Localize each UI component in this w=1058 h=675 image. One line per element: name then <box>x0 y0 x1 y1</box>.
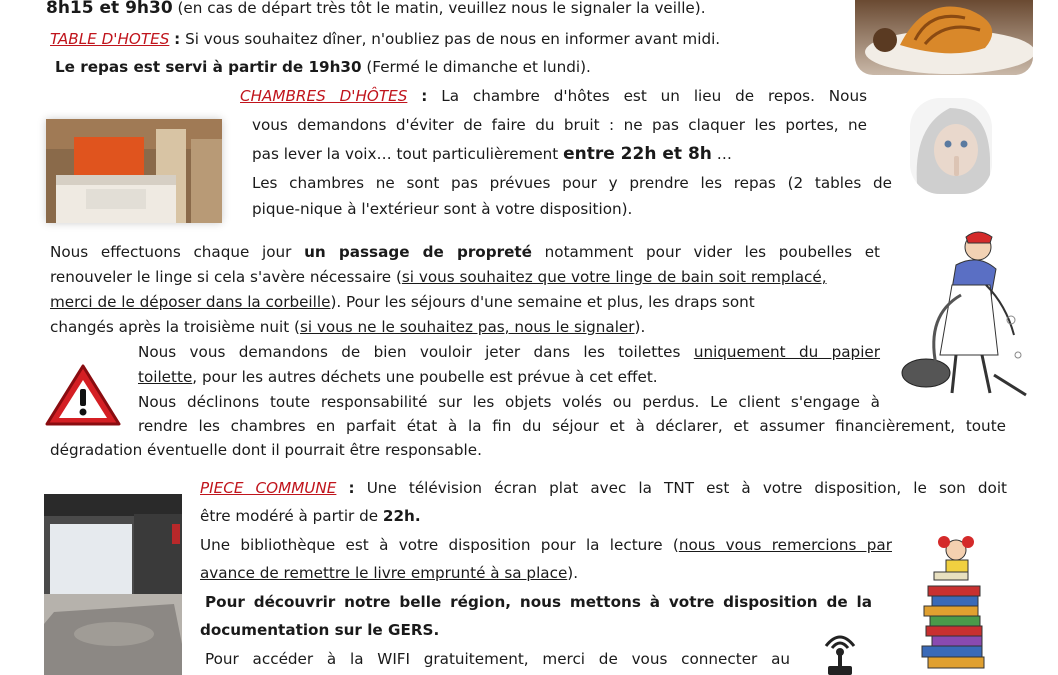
proprete-underline-3: merci de le déposer dans la corbeille <box>50 293 331 311</box>
croissant-photo <box>855 0 1033 75</box>
piece-line-5 <box>205 592 872 612</box>
responsabilite-line-3: dégradation éventuelle dont il pourrait être responsable. <box>50 441 482 459</box>
table-hotes-text: Si vous souhaitez dîner, n'oubliez pas de nous en informer avant midi. <box>185 30 721 48</box>
table-hotes-line <box>50 29 720 49</box>
proprete-text-3b: ). Pour les séjours d'une semaine et plus, les draps sont <box>330 293 755 311</box>
proprete-line-4 <box>50 317 645 337</box>
meal-note: (Fermé le dimanche et lundi). <box>366 58 591 76</box>
chambres-colon: : <box>421 87 428 105</box>
proprete-line-2 <box>50 267 827 287</box>
chambres-text-3a: pas lever la voix… tout particulièrement <box>252 145 559 163</box>
proprete-text-4c: ). <box>634 318 646 336</box>
bedroom-photo <box>46 119 222 223</box>
proprete-text-4a: changés après la troisième nuit ( <box>50 318 300 336</box>
chambres-title: CHAMBRES D'HÔTES <box>240 87 408 105</box>
hush-child-photo <box>910 98 992 194</box>
piece-bold-5: Pour découvrir notre belle région, nous mettons à votre disposition de la <box>205 593 872 611</box>
girl-reading-books-illustration <box>908 528 998 675</box>
warning-icon <box>44 362 122 428</box>
proprete-line-1 <box>50 242 880 262</box>
toilettes-text-2b: , pour les autres déchets une poubelle est prévue à cet effet. <box>192 368 658 386</box>
proprete-bold: un passage de propreté <box>304 243 532 261</box>
toilettes-underline-2: toilette <box>138 368 193 386</box>
toilettes-line-2 <box>138 367 658 387</box>
chambres-line-2: vous demandons d'éviter de faire du bruit : ne pas claquer les portes, ne <box>252 116 867 134</box>
piece-text-3a: Une bibliothèque est à votre disposition pour la lecture ( <box>200 536 679 554</box>
piece-text-1: Une télévision écran plat avec la TNT est à votre disposition, le son doit <box>366 479 1007 497</box>
piece-underline-4: avance de remettre le livre emprunté à sa place <box>200 564 568 582</box>
chambres-line-3 <box>252 144 732 164</box>
toilettes-underline-1: uniquement du papier <box>693 343 881 361</box>
piece-line-4 <box>200 563 578 583</box>
chambres-line-1 <box>240 86 867 106</box>
chambres-text-3c: … <box>716 145 732 163</box>
breakfast-times: 8h15 et 9h30 <box>46 0 173 18</box>
breakfast-line <box>46 0 706 18</box>
wifi-antenna-icon <box>818 630 862 675</box>
breakfast-note: (en cas de départ très tôt le matin, veuillez nous le signaler la veille). <box>177 0 706 17</box>
meal-line <box>55 57 591 77</box>
proprete-line-3 <box>50 292 755 312</box>
proprete-underline-4: si vous ne le souhaitez pas, nous le signaler <box>299 318 635 336</box>
piece-title: PIECE COMMUNE <box>200 479 337 497</box>
responsabilite-line-1: Nous déclinons toute responsabilité sur les objets volés ou perdus. Le client s'engage à <box>138 393 880 411</box>
proprete-text-1a: Nous effectuons chaque jour <box>50 243 292 261</box>
living-room-photo <box>44 494 182 675</box>
proprete-underline-2: si vous souhaitez que votre linge de bain soit remplacé, <box>401 268 827 286</box>
piece-bold-6: documentation sur le GERS. <box>200 621 440 639</box>
piece-line-3 <box>200 535 892 555</box>
chambres-quiet-hours: entre 22h et 8h <box>563 144 712 164</box>
table-hotes-title: TABLE D'HOTES <box>50 30 170 48</box>
piece-colon: : <box>348 479 355 497</box>
proprete-text-1c: notamment pour vider les poubelles et <box>544 243 880 261</box>
maid-vacuum-illustration <box>886 225 1028 405</box>
piece-line-2 <box>200 506 421 526</box>
chambres-line-5: pique-nique à l'extérieur sont à votre disposition). <box>252 200 633 218</box>
piece-text-4b: ). <box>567 564 579 582</box>
piece-bold-2: 22h. <box>382 507 421 525</box>
toilettes-line-1 <box>138 342 880 362</box>
piece-text-2a: être modéré à partir de <box>200 507 379 525</box>
chambres-line-4: Les chambres ne sont pas prévues pour y prendre les repas (2 tables de <box>252 174 892 192</box>
piece-underline-3: nous vous remercions par <box>678 536 892 554</box>
responsabilite-line-2: rendre les chambres en parfait état à la fin du séjour et à déclarer, et assumer financièrement, toute <box>138 417 1006 435</box>
proprete-text-2a: renouveler le linge si cela s'avère nécessaire ( <box>50 268 402 286</box>
chambres-text-1: La chambre d'hôtes est un lieu de repos. Nous <box>441 87 868 105</box>
meal-bold: Le repas est servi à partir de 19h30 <box>55 58 362 76</box>
piece-line-1 <box>200 478 1007 498</box>
toilettes-text-1a: Nous vous demandons de bien vouloir jeter dans les toilettes <box>138 343 681 361</box>
piece-line-6 <box>200 620 439 640</box>
table-hotes-colon: : <box>174 30 181 48</box>
piece-line-7: Pour accéder à la WIFI gratuitement, merci de vous connecter au <box>205 650 790 668</box>
